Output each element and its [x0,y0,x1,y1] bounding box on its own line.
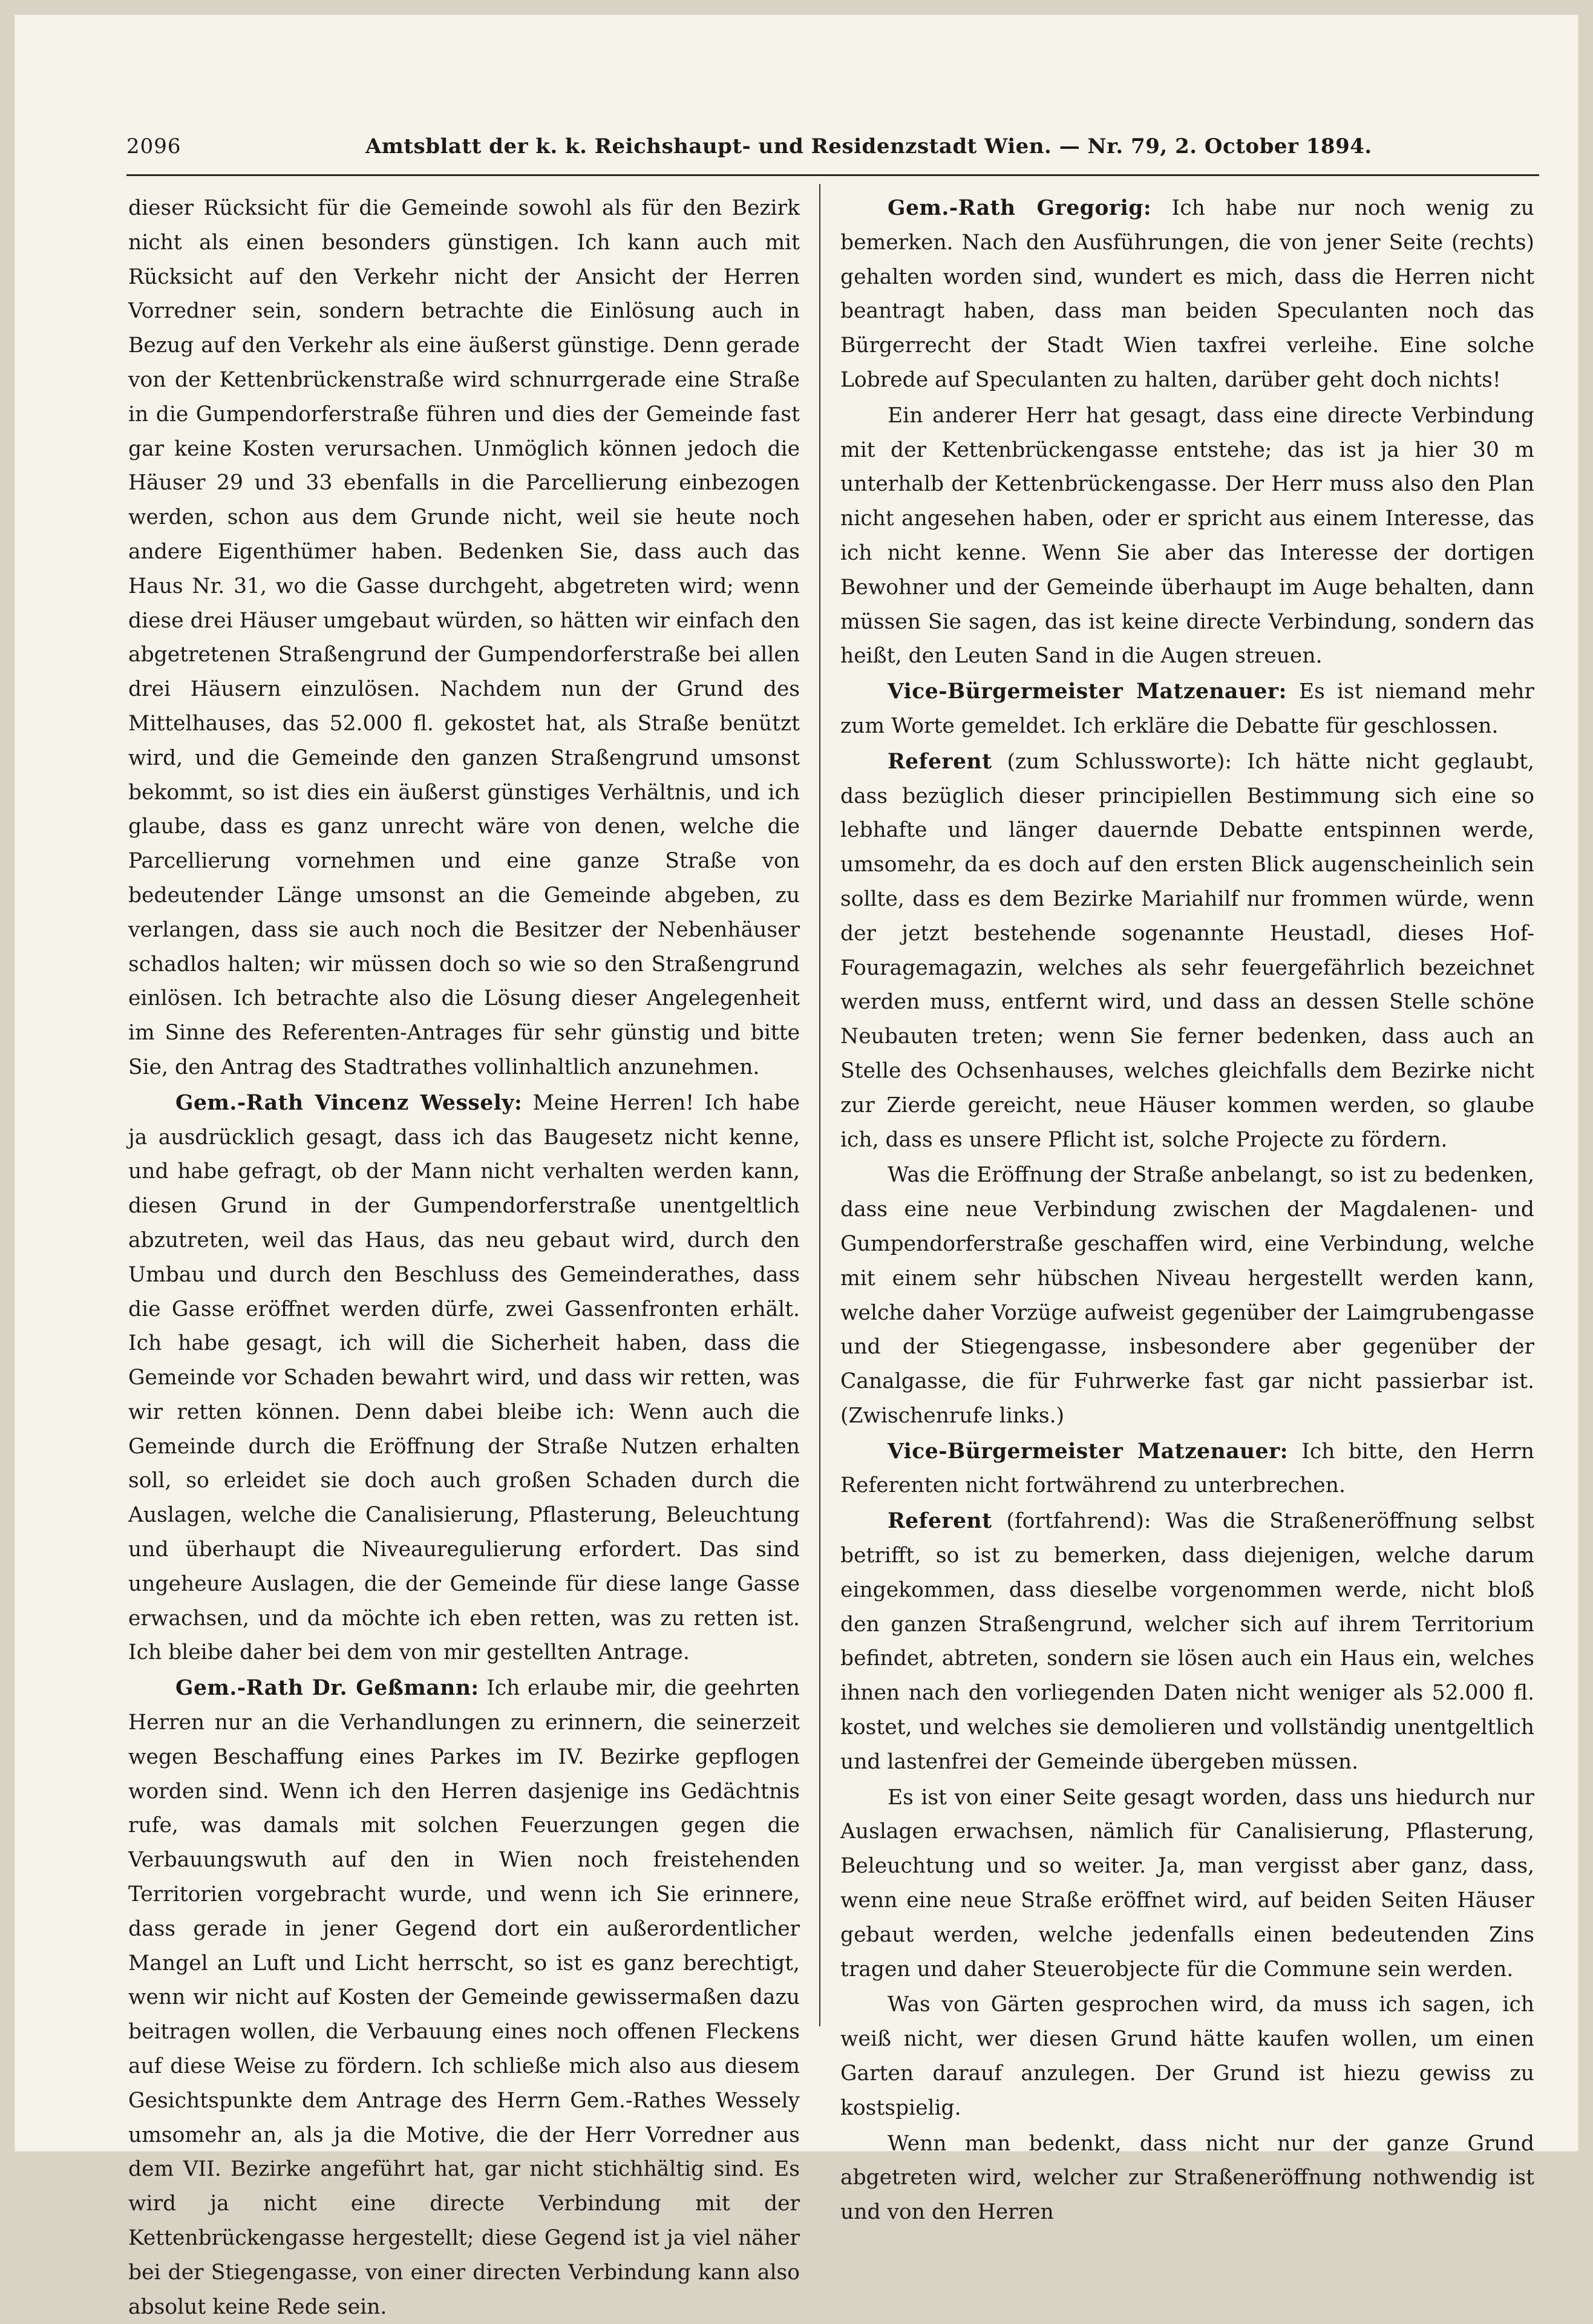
paragraph-text: Ich erlaube mir, die geehrten Herren nur an die Verhandlungen zu erinnern, die seinerzeit wegen Beschaffung eines Parkes im IV. Bezirke gepflogen worden sind. Wenn ich den Herren dasjenige ins Gedächtnis rufe, was damals mit solchen Feuerzungen gegen die Verbauungswuth auf den in Wien noch freistehenden Territorien vorgebracht wurde, und wenn ich Sie erinnere, dass gerade in jener Gegend dort ein außerordentlicher Mangel an Luft und Licht herrscht, so ist es ganz berechtigt, wenn wir nicht auf Kosten der Gemeinde gewissermaßen dazu beitragen wollen, die Verbauung eines noch offenen Fleckens auf diese Weise zu fördern. Ich schließe mich also aus diesem Gesichtspunkte dem Antrage des Herrn Gem.-Rathes Wessely umsomehr an, als ja die Motive, die der Herr Vorredner aus dem VII. Bezirke angeführt hat, gar nicht stichhältig sind. Es wird ja nicht eine directe Verbindung mit der Kettenbrückengasse hergestellt; diese Gegend ist ja viel näher bei der Stiegengasse, von einer directen Verbindung kann also absolut keine Rede sein. [128,1676,800,2319]
header-rule [126,174,1539,176]
paragraph: Was die Eröffnung der Straße anbelangt, so ist zu bedenken, dass eine neue Verbindung zwischen der Magdalenen- und Gumpendorferstraße geschaffen wird, eine Verbindung, welche mit einem sehr hübschen Niveau hergestellt werden kann, welche daher Vorzüge aufweist gegenüber der Laimgrubengasse und der Stiegengasse, insbesondere aber gegenüber der Canalgasse, die für Fuhrwerke fast gar nicht passierbar ist. (Zwischenrufe links.) [840,1163,1534,1428]
speaker-name: Gem.-Rath Dr. Geßmann: [175,1676,479,1701]
paragraph [840,191,1534,398]
speaker-name: Gem.-Rath Gregorig: [888,196,1152,220]
paragraph-text: Was die Straßeneröffnung selbst betrifft, so ist zu bemerken, dass diejenigen, welche darum eingekommen, dass dieselbe vorgenommen werde, nicht bloß den ganzen Straßengrund, welcher sich auf ihrem Territorium befindet, abtreten, sondern sie lösen auch ein Haus ein, welches ihnen nach den vorliegenden Daten nicht weniger als 52.000 fl. kostet, und welches sie demolieren und vollständig unentgeltlich und lastenfrei der Gemeinde übergeben müssen. [840,1509,1535,1774]
paragraph: Ein anderer Herr hat gesagt, dass eine directe Verbindung mit der Kettenbrückengasse entstehe; das ist ja hier 30 m unterhalb der Kettenbrückengasse. Der Herr muss also den Plan nicht angesehen haben, oder er spricht aus einem Interesse, das ich nicht kenne. Wenn Sie aber das Interesse der dortigen Bewohner und der Gemeinde überhaupt im Auge behalten, dann müssen Sie sagen, das ist keine directe Verbindung, sondern das heißt, den Leuten Sand in die Augen streuen. [840,403,1534,669]
speaker-name: Vice-Bürgermeister Matzenauer: [888,1439,1288,1464]
speaker-name: Vice-Bürgermeister Matzenauer: [888,679,1287,704]
speaker-note: (zum Schlussworte): [1007,749,1232,774]
speaker-name: Gem.-Rath Vincenz Wessely: [175,1090,523,1115]
running-title: Amtsblatt der k. k. Reichshaupt- und Residenzstadt Wien. — Nr. 79, 2. October 1894. [365,134,1372,159]
paragraph: Es ist von einer Seite gesagt worden, dass uns hiedurch nur Auslagen erwachsen, nämlich für Canalisierung, Pflasterung, Beleuchtung und so weiter. Ja, man vergisst aber ganz, dass, wenn eine neue Straße eröffnet wird, auf beiden Seiten Häuser gebaut werden, welche jedenfalls einen bedeutenden Zins tragen und daher Steuerobjecte für die Commune sein werden. [840,1785,1534,1982]
paragraph-text: Ich hätte nicht geglaubt, dass bezüglich dieser principiellen Bestimmung sich eine so lebhafte und länger dauernde Debatte entspinnen werde, umsomehr, da es doch auf den ersten Blick augenscheinlich sein sollte, dass es dem Bezirke Mariahilf nur frommen würde, wenn der jetzt bestehende sogenannte Heustadl, dieses Hof-Fouragemagazin, welches als sehr feuergefährlich bezeichnet werden muss, entfernt wird, und dass an dessen Stelle schöne Neubauten treten; wenn Sie ferner bedenken, dass auch an Stelle des Ochsenhauses, welches gleichfalls dem Bezirke nicht zur Zierde gereicht, neue Häuser kommen werden, so glaube ich, dass es unsere Pflicht ist, solche Projecte zu fördern. [840,749,1534,1152]
paragraph: Was von Gärten gesprochen wird, da muss ich sagen, ich weiß nicht, wer diesen Grund hätte kaufen wollen, um einen Garten darauf anzulegen. Der Grund ist hiezu gewiss zu kostspielig. [840,1992,1534,2120]
paragraph [840,1504,1534,1779]
paragraph [128,1086,800,1671]
page-header [126,131,1482,173]
speaker-name: Referent [888,749,992,774]
paragraph [840,675,1534,744]
paragraph: dieser Rücksicht für die Gemeinde sowohl als für den Bezirk nicht als einen besonders günstigen. Ich kann auch mit Rücksicht auf den Verkehr nicht der Ansicht der Herren Vorredner sein, sondern betrachte die Einlösung auch in Bezug auf den Verkehr als eine äußerst günstige. Denn gerade von der Kettenbrückenstraße wird schnurrgerade eine Straße in die Gumpendorferstraße führen und dies der Gemeinde fast gar keine Kosten verursachen. Unmöglich können jedoch die Häuser 29 und 33 ebenfalls in die Parcellierung einbezogen werden, schon aus dem Grunde nicht, weil sie heute noch andere Eigenthümer haben. Bedenken Sie, dass auch das Haus Nr. 31, wo die Gasse durchgeht, abgetreten wird; wenn diese drei Häuser umgebaut würden, so hätten wir einfach den abgetretenen Straßengrund der Gumpendorferstraße bei allen drei Häusern einzulösen. Nachdem nun der Grund des Mittelhauses, das 52.000 fl. gekostet hat, als Straße benützt wird, und die Gemeinde den ganzen Straßengrund umsonst bekommt, so ist dies ein äußerst günstiges Verhältnis, und ich glaube, dass es ganz unrecht wäre von denen, welche die Parcellierung vornehmen und eine ganze Straße von bedeutender Länge umsonst an die Gemeinde abgeben, zu verlangen, dass sie auch noch die Besitzer der Nebenhäuser schadlos halten; wir müssen doch so wie so den Straßengrund einlösen. Ich betrachte also die Lösung dieser Angelegenheit im Sinne des Referenten-Antrages für sehr günstig und bitte Sie, den Antrag des Stadtrathes vollinhaltlich anzunehmen. [128,196,800,1079]
newspaper-page [15,15,1578,2319]
speaker-note: (fortfahrend): [1006,1509,1151,1534]
left-column [128,191,800,2324]
page-number: 2096 [126,134,182,159]
paragraph: Wenn man bedenkt, dass nicht nur der ganze Grund abgetreten wird, welcher zur Straßeneröffnung nothwendig ist und von den Herren [840,2131,1534,2225]
right-column [840,191,1534,2230]
paragraph [128,1671,800,2324]
paragraph-text: Es ist niemand mehr zum Worte gemeldet. Ich erkläre die Debatte für geschlossen. [840,679,1534,738]
paragraph-text: Ich bitte, den Herrn Referenten nicht fortwährend zu unterbrechen. [840,1439,1534,1498]
paragraph [840,745,1534,1157]
paragraph-text: Ich habe nur noch wenig zu bemerken. Nach den Ausführungen, die von jener Seite (rechts) gehalten worden sind, wundert es mich, dass die Herren nicht beantragt haben, dass man beiden Speculanten noch das Bürgerrecht der Stadt Wien taxfrei verleihe. Eine solche Lobrede auf Speculanten zu halten, darüber geht doch nichts! [840,196,1535,392]
paragraph-text: Meine Herren! Ich habe ja ausdrücklich gesagt, dass ich das Baugesetz nicht kenne, und habe gefragt, ob der Mann nicht verhalten werden kann, diesen Grund in der Gumpendorferstraße unentgeltlich abzutreten, weil das Haus, das neu gebaut wird, durch den Umbau und durch den Beschluss des Gemeinderathes, dass die Gasse eröffnet werden dürfe, zwei Gassenfronten erhält. Ich habe gesagt, ich will die Sicherheit haben, dass die Gemeinde vor Schaden bewahrt wird, und dass wir retten, was wir retten können. Denn dabei bleibe ich: Wenn auch die Gemeinde durch die Eröffnung der Straße Nutzen erhalten soll, so erleidet sie doch auch großen Schaden durch die Auslagen, welche die Canalisierung, Pflasterung, Beleuchtung und überhaupt die Niveauregulierung erfordert. Das sind ungeheure Auslagen, die der Gemeinde für diese lange Gasse erwachsen, und da möchte ich eben retten, was zu retten ist. Ich bleibe daher bei dem von mir gestellten Antrage. [128,1090,800,1665]
column-divider [819,184,820,2026]
paragraph [840,1435,1534,1504]
speaker-name: Referent [888,1509,992,1534]
